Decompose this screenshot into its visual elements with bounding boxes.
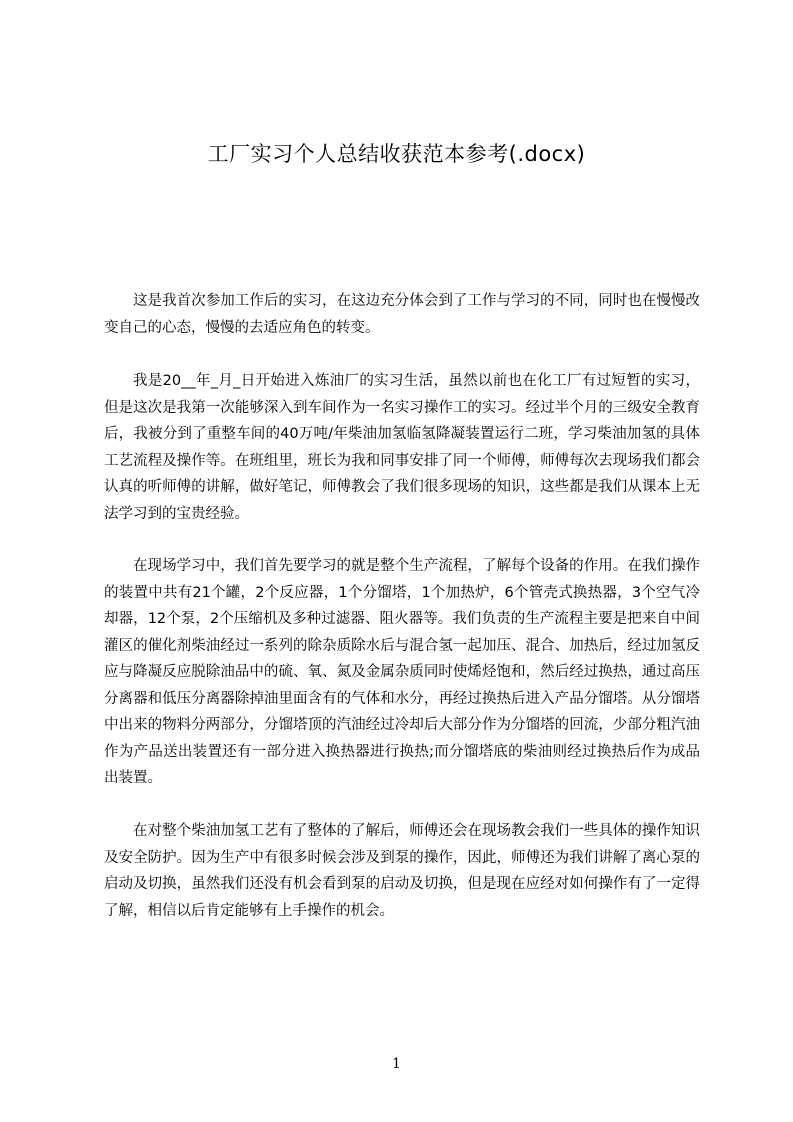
paragraph-3 [104, 553, 700, 792]
paragraph-2 [104, 368, 700, 527]
paragraph-text: 在现场学习中，我们首先要学习的就是整个生产流程，了解每个设备的作用。在我们操作的装置中共有21个罐，2个反应器，1个分馏塔，1个加热炉，6个管壳式换热器，3个空气冷却器，12个泵，2个压缩机及多种过滤器、阻火器等。我们负责的生产流程主要是把来自中间灌区的催化剂柴油经过一系列的除杂质除水后与混合氢一起加压、混合、加热后，经过加氢反应与降凝反应脱除油品中的硫、氧、氮及金属杂质同时使烯烃饱和，然后经过换热，通过高压分离器和低压分离器除掉油里面含有的气体和水分，再经过换热后进入产品分馏塔。从分馏塔中出来的物料分两部分，分馏塔顶的汽油经过冷却后大部分作为分馏塔的回流，少部分粗汽油作为产品送出装置还有一部分进入换热器进行换热;而分馏塔底的柴油则经过换热后作为成品出装置。 [104, 558, 700, 786]
paragraph-text: 我是20__年_月_日开始进入炼油厂的实习生活，虽然以前也在化工厂有过短暂的实习，但是这次是我第一次能够深入到车间作为一名实习操作工的实习。经过半个月的三级安全教育后，我被分到了重整车间的40万吨/年柴油加氢临氢降凝装置运行二班，学习柴油加氢的具体工艺流程及操作等。在班组里，班长为我和同事安排了同一个师傅，师傅每次去现场我们都会认真的听师傅的讲解，做好笔记，师傅教会了我们很多现场的知识，这些都是我们从课本上无法学习到的宝贵经验。 [104, 373, 700, 522]
page-number: 1 [392, 1056, 401, 1072]
paragraph-4 [104, 818, 700, 924]
document-title: 工厂实习个人总结收获范本参考(.docx) [207, 142, 586, 166]
paragraph-text: 这是我首次参加工作后的实习，在这边充分体会到了工作与学习的不同，同时也在慢慢改变自己的心态，慢慢的去适应角色的转变。 [104, 293, 700, 336]
paragraph-1 [104, 288, 700, 341]
paragraph-text: 在对整个柴油加氢工艺有了整体的了解后，师傅还会在现场教会我们一些具体的操作知识及安全防护。因为生产中有很多时候会涉及到泵的操作，因此，师傅还为我们讲解了离心泵的启动及切换，虽然我们还没有机会看到泵的启动及切换，但是现在应经对如何操作有了一定得了解，相信以后肯定能够有上手操作的机会。 [104, 823, 700, 919]
